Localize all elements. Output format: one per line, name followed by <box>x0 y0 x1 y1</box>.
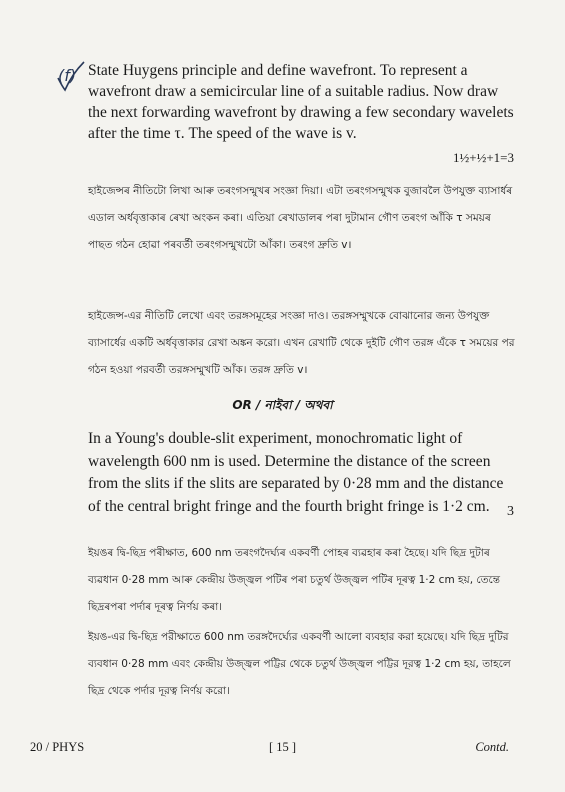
alt-question-text: In a Young's double-slit experiment, monochromatic light of wavelength 600 nm is used. Determine the distance of the screen from the slits if the slits are separated by 0·28 mm and the distance of the central bright fringe and the fourth bright fringe is 1·2 cm. <box>88 430 504 515</box>
check-mark-icon <box>56 60 86 92</box>
alt-question-marks: 3 <box>507 504 514 519</box>
continued-label: Contd. <box>475 740 509 754</box>
alt-question-bengali: ইয়ঙ-এর দ্বি-ছিদ্র পরীক্ষাতে 600 nm তরঙ্গদৈর্ঘ্যের একবর্ণী আলো ব্যবহার করা হয়েছে। যদি ছিদ্র দুটির ব্যবধান 0·28 mm এবং কেন্দ্রীয় উজ্জ্বল পট্টির থেকে চতুর্থ উজ্জ্বল পট্টির দূরত্ব 1·2 cm হয়, তাহলে ছিদ্র থেকে পর্দার দূরত্ব নির্ণয় করো। <box>88 631 511 697</box>
paper-code: 20 / PHYS <box>30 740 85 754</box>
or-separator: OR / নাইবা / অথবা <box>232 398 333 412</box>
question-marker: (f) <box>58 66 77 85</box>
page-number: [ 15 ] <box>268 740 297 754</box>
question-text: State Huygens principle and define wavefront. To represent a wavefront draw a semicircular line of a suitable radius. Now draw the next forwarding wavefront by drawing a few secondary wavelets after the time τ. The speed of the wave is v. <box>88 62 514 142</box>
question-assamese: হাইজেন্সৰ নীতিটো লিখা আৰু তৰংগসন্মুখৰ সংজ্ঞা দিয়া। এটা তৰংগসন্মুখক বুজাবলৈ উপযুক্ত ব্যাসাৰ্ধৰ এডাল অৰ্ধবৃত্তাকাৰ ৰেখা অংকন কৰা। এতিয়া ৰেখাডালৰ পৰা দুটামান গৌণ তৰংগ আঁকি τ সময়ৰ পাছত গঠন হোৱা পৰবৰ্তী তৰংগসন্মুখটো আঁকা। তৰংগ দ্ৰুতি v। <box>88 185 513 251</box>
question-marks: 1½+½+1=3 <box>453 150 514 165</box>
question-bengali: হাইজেন্স-এর নীতিটি লেখো এবং তরঙ্গসমূহের সংজ্ঞা দাও। তরঙ্গসম্মুখকে বোঝানোর জন্য উপযুক্ত ব্যাসার্ধের একটি অর্ধবৃত্তাকার রেখা অঙ্কন করো। এখন রেখাটি থেকে দুইটি গৌণ তরঙ্গ এঁকে τ সময়ের পর গঠন হওয়া পরবর্তী তরঙ্গসম্মুখটি আঁক। তরঙ্গ দ্রুতি v। <box>88 310 515 376</box>
alt-question-assamese: ইয়ঙৰ দ্বি-ছিদ্ৰ পৰীক্ষাত, 600 nm তৰংগদৈৰ্ঘ্যৰ একবৰ্ণী পোহৰ ব্যৱহাৰ কৰা হৈছে। যদি ছিদ্ৰ দুটাৰ ব্যৱধান 0·28 mm আৰু কেন্দ্ৰীয় উজ্জ্বল পটিৰ পৰা চতুৰ্থ উজ্জ্বল পটিৰ দূৰত্ব 1·2 cm হয়, তেন্তে ছিদ্ৰৰপৰা পৰ্দাৰ দূৰত্ব নিৰ্ণয় কৰা। <box>88 547 500 613</box>
